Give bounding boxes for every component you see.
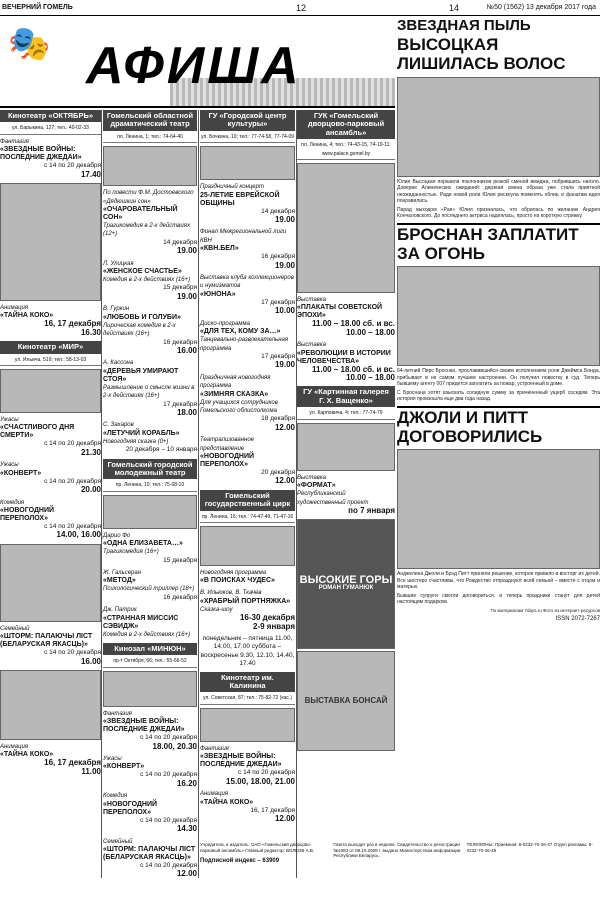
event-date: с 14 по 20 декабря [44,522,101,530]
event-genre: Фантазия [103,710,132,717]
event-title: «ЗВЕЗДНЫЕ ВОЙНЫ: ПОСЛЕДНИЕ ДЖЕДАИ» [200,753,282,769]
event-subtitle: Сказка-шоу [200,606,233,613]
event-date: 16 декабря [163,593,197,601]
article-text: Юлия Высоцкая поразила поклонников резкой сменой имиджа, побрившись наголо. Доверие Алинеческих ожиданий: дерзкая смена образа уже стала приятной неожиданностью. Ради новой роли Юлия рискнула поменять облик, и фанатам идея понравилась. [397,179,600,205]
event-title: «ШТОРМ: ПАЛАЮЧЫ ЛІСТ (БЕЛАРУСКАЯ ЯКАСЦЬ)» [103,845,196,861]
photo-credit: По материалам 7days.ru Фото из интернет-ресурсов [490,607,600,613]
event [200,745,295,786]
event-time: 17.40 [80,169,101,179]
event-title: «МЕТОД» [103,577,136,585]
event [0,499,101,540]
event [103,359,197,417]
venue-address: пл. Ленина, 1; тел.: 74-64-40 [103,133,197,143]
event-date: с 14 по 20 декабря [44,477,101,485]
event [103,421,197,454]
event [297,474,395,516]
event-date: с 14 по 20 декабря [238,769,295,777]
event-date: 16, 17 декабря [44,758,101,768]
venue-address: ул. Бочкина, 10; тел.: 77-74-58, 77-74-09 [200,133,295,143]
venue-title: Кинотеатр им. Калинина [200,672,295,693]
gallery-building-image [297,423,395,471]
page-number-right: 14 [449,3,460,13]
event-title: «ОДНА ЕЛИЗАВЕТА…» [103,540,183,548]
museum-poster-image [297,163,395,293]
event-genre: Ужасы [0,417,19,424]
event-genre: Фантазия [0,138,29,145]
event-date: 15 декабря [163,284,197,292]
event-date: 14 декабря [261,207,295,215]
venue-address: пл. Ленина, 4; тел.: 74-43-15, 74-19-11; www.palace.gomel.by [297,141,395,160]
event-title: «ДЕРЕВЬЯ УМИРАЮТ СТОЯ» [103,367,179,383]
event-title: «СЧАСТЛИВОГО ДНЯ СМЕРТИ» [0,424,75,440]
event-title: «ХРАБРЫЙ ПОРТНЯЖКА» [200,597,291,605]
event-time: 19.00 [274,260,295,270]
event-genre: Ужасы [0,462,19,469]
event-subtitle: Размышление о смысле жизни в 2-х действиях (16+) [103,384,195,400]
event [0,138,101,179]
article-text: 64-летний Пирс Броснан, прославившийся своим исполнением роли Джеймса Бонда, прибывает в не самом лучшем настроении. Он получил повестку в суд. Теперь бывшему агенту 007 придется заплатить за пожар, устроенный в доме. [397,368,600,388]
venue-address: ул. Карповича, 4; тел.: 77-74-79 [297,409,395,419]
event [103,755,197,788]
event [297,296,395,337]
event-date: 11.00 – 18.00 сб. и вс. 10.00 – 18.00 [312,319,395,337]
column-3 [200,110,295,827]
event-title: «ПЛАКАТЫ СОВЕТСКОЙ ЭПОХИ» [297,304,383,320]
event [0,416,101,457]
event-title: «ФОРМАТ» [297,482,336,490]
event-title: «ЗИМНЯЯ СКАЗКА» [200,390,269,398]
headline-2: БРОСНАН ЗАПЛАТИТ ЗА ОГОНЬ [397,223,600,263]
imprint-publisher: Учредитель и издатель: ОАО «Гомельский дворцово-парковый ансамбль» Главный редактор: ВОЛКОВ А.В. [200,842,315,853]
event-subtitle: Трагикомедия (16+) [103,549,159,556]
event-time: 19.00 [274,360,295,370]
event-title: «НОВОГОДНИЙ ПЕРЕПОЛОХ» [200,452,255,468]
event [103,260,197,302]
event-genre: Л. Улицкая [103,260,134,267]
event-title: «КВН.БЕЛ» [200,245,239,253]
event-date: 17 декабря [261,352,295,360]
event-time: 18.00 [176,407,197,417]
event-date: 17 декабря [163,400,197,408]
masthead-title: АФИША [86,37,302,95]
event-genre: Выставка [297,297,326,304]
event-genre: Дж. Патрик [103,607,137,614]
event [103,710,197,751]
venue-title: Гомельский областной драматический театр [103,110,197,131]
event-title: «СТРАННАЯ МИССИС СЭВИДЖ» [103,614,179,630]
poster-title: ВЫСОКИЕ ГОРЫ [299,573,393,586]
event-title: «ТАЙНА КОКО» [200,798,254,806]
event [200,183,295,224]
venue-title: Гомельский государственный цирк [200,490,295,511]
column-1 [0,110,101,780]
venue-address: ул. Барыкина, 127; тел.: 40-02-33 [0,124,101,134]
event-title: «ТАЙНА КОКО» [0,312,54,320]
event [200,320,295,370]
event-date: 16 декабря [261,253,295,261]
event-time: 18.00, 20.30 [152,741,197,751]
event-date: 16 декабря [163,338,197,346]
event-date: с 14 по 20 декабря [44,440,101,448]
event-subtitle: Танцевально-развлекательная программа [200,337,289,352]
event-genre: Семейный [103,838,133,845]
event-genre: Выставка [297,474,326,481]
event-time: 16.00 [176,345,197,355]
event-time: 15.00, 18.00, 21.00 [226,776,295,786]
event-genre: Дарио Фо [103,532,131,539]
column-divider [101,110,102,878]
event-time: 19.00 [176,246,197,256]
event-genre: Финал Межрегиональной лиги КВН [200,229,287,244]
event-subtitle: Новогодняя сказка (0+) [103,438,169,445]
imprint-phones: ТЕЛЕФОНЫ: Приемная: 8-0232-70-26-47 Отдел рекламы: 8-0232-70-26-48 [466,842,593,853]
jolie-pitt-photo [397,449,600,569]
circus-schedule: понедельник – пятница 11.00, 14.00, 17.00 суббота – воскресенье 9.30, 12.10, 14.40, 17.40 [200,635,295,668]
bonsai-poster: ВЫСТАВКА БОНСАЙ [297,651,395,751]
event-title: «КОНВЕРТ» [0,469,42,477]
event-date: 18 декабря [261,415,295,423]
theatre-building-image [103,146,197,186]
event-date: 14 декабря [163,238,197,246]
event-date: 20 декабря – 10 января [125,446,197,454]
headline-1: ВЫСОЦКАЯ ЛИШИЛАСЬ ВОЛОС [397,35,566,73]
event-time: 12.00 [176,869,197,879]
event-time: 11.00 [81,766,101,776]
event-date: 16, 17 декабря [250,806,295,814]
headline-3: ДЖОЛИ И ПИТТ ДОГОВОРИЛИСЬ [397,406,600,446]
event-title: «НОВОГОДНИЙ ПЕРЕПОЛОХ» [0,506,55,522]
venue-address: пр. Ленина, 16; тел.: 74-47-49, 71-47-16 [200,513,295,523]
masthead [0,16,395,108]
event-date: 20 декабря [261,468,295,476]
event [200,790,295,823]
event-subtitle: Психологический триллер (18+) [103,586,195,593]
event-date: 17 декабря [261,298,295,306]
event-time: 14.00, 16.00 [56,530,101,540]
event-genre: По повести Ф.М. Достоевского «Дядюшкин сон» [103,190,194,205]
event-title: «В ПОИСКАХ ЧУДЕС» [200,577,275,585]
event [103,532,197,565]
event-time: 16.20 [176,778,197,788]
event-title: «ЗВЕЗДНЫЕ ВОЙНЫ: ПОСЛЕДНИЕ ДЖЕДАИ» [103,718,185,734]
event-subtitle: Республиканский художественный проект [297,491,369,506]
event-date: по 7 января [348,505,395,515]
event [200,589,295,631]
event-time: 20.00 [80,485,101,495]
event-genre: Выставка клуба коллекционеров и нумизматов [200,275,294,290]
event-genre: Комедия [103,793,128,800]
venue-title: ГУК «Гомельский дворцово-парковый ансамбль» [297,110,395,139]
event-title: «ЛЕТУЧИЙ КОРАБЛЬ» [103,429,180,437]
column-divider [198,110,199,878]
event-subtitle: Комедия в 2-х действиях (16+) [103,277,191,284]
event-time: 19.00 [176,291,197,301]
event-title: «ДЛЯ ТЕХ, КОМУ ЗА…» [200,328,281,336]
cinema-building-image [0,369,101,413]
subscription-index: Подписной индекс – 63909 [200,857,280,864]
event-title: «НОВОГОДНИЙ ПЕРЕПОЛОХ» [103,800,158,816]
event [200,436,295,486]
event [0,461,101,494]
event-time: 14.30 [176,824,197,834]
event-genre: Выставка [297,342,326,349]
theatre-masks-icon: 🎭 [8,25,51,63]
theatre-building-image [103,495,197,529]
event-genre: Комедия [0,499,25,506]
event [0,743,101,776]
event-genre: Ж. Гальсеран [103,570,142,576]
movie-poster-image [0,183,101,301]
celebrity-news-page [397,16,600,878]
venue-title: Кинотеатр «МИР» [0,341,101,353]
event-title: 25-ЛЕТИЕ ЕВРЕЙСКОЙ ОБЩИНЫ [200,191,280,207]
event-date: 2-9 января [253,621,295,631]
event-title: «ЗВЕЗДНЫЕ ВОЙНЫ: ПОСЛЕДНИЕ ДЖЕДАИ» [0,146,82,162]
event-genre: Диско-программа [200,320,250,327]
event-title: «КОНВЕРТ» [103,763,145,771]
event-genre: Праздничная новогодняя программа [200,374,271,390]
event [200,274,295,316]
venue-address: пр. Ленина, 10; тел.: 75-08-10 [103,481,197,491]
event [0,304,101,337]
venue-address: пр-т Октября, 66; тел.: 55-66-52 [103,657,197,667]
event-date: с 14 по 20 декабря [140,816,197,824]
article-text: Бывшие супруги смогли договориться, и теперь праздники станут для детей настоящим подарком. [397,592,600,606]
event-date: с 14 по 20 декабря [140,734,197,742]
event-subtitle: Трагикомедия в 2-х действиях (12+) [103,223,190,238]
event-genre: В. Гуркин [103,306,130,313]
page-number-left: 12 [296,3,307,13]
event [0,625,101,666]
vysotskaya-photo [397,77,600,177]
venue-title: Гомельский городской молодежный театр [103,459,197,480]
event [200,228,295,270]
event-subtitle: Лирическая комедия в 2-х действиях (16+) [103,322,176,338]
imprint [200,842,596,894]
event-date: 16-30 декабря [239,613,295,623]
event-subtitle: Для учащихся сотрудников Гомельского облисполкома [200,399,278,414]
event [103,792,197,833]
event-time: 19.00 [274,215,295,225]
event [200,374,295,432]
event-date: с 14 по 20 декабря [44,162,101,170]
event-time: 21.30 [80,447,101,457]
event-title: «ШТОРМ: ПАЛАЮЧЫ ЛІСТ (БЕЛАРУСКАЯ ЯКАСЦЬ)» [0,633,93,649]
event [297,341,395,382]
event [103,606,197,639]
event-subtitle: Комедия в 2-х действиях (16+) [103,631,191,638]
event-genre: Театрализованное представление [200,437,255,452]
venue-title: ГУ «Городской центр культуры» [200,110,295,131]
event-date: с 14 по 20 декабря [44,649,101,657]
cinema-building-image [200,708,295,742]
event-genre: Ужасы [103,756,122,763]
event-title: «ОЧАРОВАТЕЛЬНЫЙ СОН» [103,206,178,222]
event-genre: Анимация [0,743,29,750]
event-time: 12.00 [274,813,295,823]
event-time: 12.00 [274,422,295,432]
event-title: «ЮНОНА» [200,290,236,298]
circus-building-image [200,526,295,566]
event [200,569,295,585]
event-date: 11.00 – 18.00 сб. и вс. 10.00 – 18.00 [312,364,395,383]
event-title: «ТАЙНА КОКО» [0,751,54,759]
event-genre: Праздничный концерт [200,184,264,191]
event-genre: Фантазия [200,745,229,752]
venue-address: ул. Советская, 87; тел.: 75-82-72 (кас.) [200,694,295,704]
event-title: «ЛЮБОВЬ И ГОЛУБИ» [103,313,181,321]
event-genre: А. Кассона [103,360,134,367]
venue-title: ГУ «Картинная галерея Г. Х. Ващенко» [297,386,395,407]
venue-title: Кинозал «МИНЮН» [103,643,197,655]
section-kicker: ЗВЕЗДНАЯ ПЫЛЬ [397,17,531,34]
event [103,838,197,879]
event-date: 15 декабря [163,556,197,564]
event-title: «ЖЕНСКОЕ СЧАСТЬЕ» [103,268,182,276]
event [103,569,197,602]
event-date: с 14 по 20 декабря [140,861,197,869]
column-2 [103,110,197,883]
article-text: Парад выходом «Рая» Юлия призналась, что обрилась по желанию Андрея Кончаловского. До последнего актриса надеялась, просто на короткую стрижку. [397,206,600,220]
venue-address: ул. Ильича, 51б; тел.: 58-13-03 [0,356,101,366]
event-title: «РЕВОЛЮЦИИ В ИСТОРИИ ЧЕЛОВЕЧЕСТВА» [297,349,391,365]
event-genre: Анимация [0,305,29,312]
poster-artist: РОМАН ГУМАНЮК [318,585,374,592]
event-genre: Анимация [200,791,229,798]
event-time: 16.00 [80,656,101,666]
event-genre: С. Захаров [103,422,134,429]
event-date: 16, 17 декабря [44,319,101,329]
top-strip [0,3,600,15]
venue-title: Кинотеатр «ОКТЯБРЬ» [0,110,101,122]
event-genre: В. Ильюков, В. Ткачев [200,590,262,597]
event-genre: Семейный [0,625,30,632]
movie-poster-image [0,544,101,622]
event-date: с 14 по 20 декабря [140,771,197,779]
event [103,305,197,355]
event-time: 10.00 [274,306,295,316]
cinema-building-image [103,671,197,707]
issue-info: №50 (1562) 13 декабря 2017 года [486,4,596,11]
article-text: С Броснана хотят взыскать солидную сумму за причиненный ущерб соседям. Эта история произошла еще два года назад. [397,389,600,403]
event-time: 12.00 [274,476,295,486]
issn: ISSN 2072-7267 [555,615,600,622]
event-time: 16.30 [80,327,101,337]
paper-name: ВЕЧЕРНИЙ ГОМЕЛЬ [2,4,73,11]
brosnan-photo [397,266,600,366]
column-4 [297,110,395,753]
culture-center-image [200,146,295,180]
article-text: Анджелина Джоли и Брэд Питт приняли решение, которое привело в восторг их детей. Все шестеро счастливы, что Рождество отпразднуют всей семьей – вместе с отцом и матерью. [397,571,600,591]
movie-poster-image [0,670,101,740]
exhibition-poster [297,519,395,649]
event-genre: Новогодняя программа [200,570,267,576]
event [103,189,197,255]
imprint-registration: Газета выходит раз в неделю. Свидетельство о регистрации №1083 от 09.10.2009 г. выдано Министерством информации Республики Беларусь. [333,842,461,859]
